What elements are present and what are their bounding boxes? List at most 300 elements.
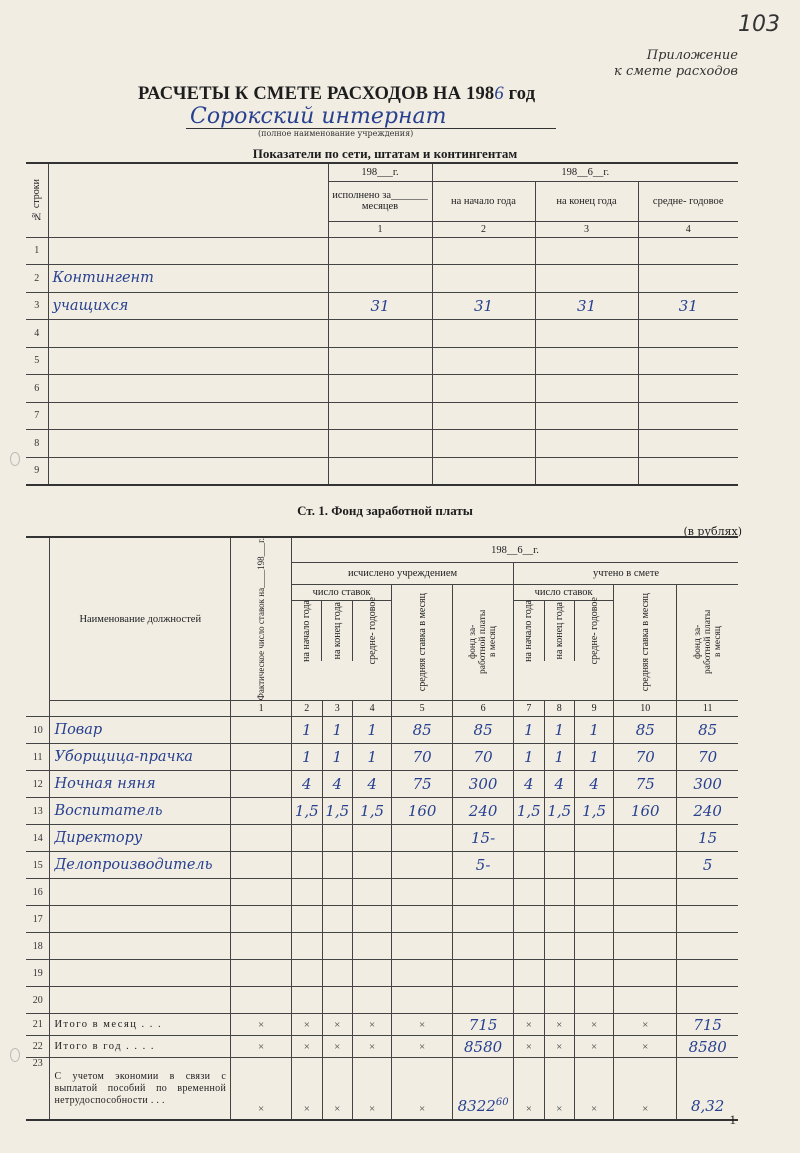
- position-name: Повар: [50, 717, 231, 744]
- cross-mark: [231, 1036, 292, 1058]
- cross-mark: [575, 1036, 614, 1058]
- cell-value: 1: [575, 717, 614, 744]
- position-name: Воспитатель: [50, 798, 231, 825]
- cell-value: [231, 960, 292, 987]
- cell-value: 70: [677, 744, 738, 771]
- cross-mark: [392, 1058, 453, 1120]
- value-done: [328, 347, 432, 375]
- total-value: [453, 1058, 514, 1120]
- document-title: [138, 84, 535, 105]
- cell-value: [544, 987, 574, 1014]
- row-number: 8: [26, 430, 48, 458]
- est-fund-header: фонд за- работной платы в месяц: [677, 584, 738, 701]
- cross-mark: [353, 1014, 392, 1036]
- cross-mark: [614, 1058, 677, 1120]
- col-num: 2: [292, 701, 322, 717]
- title-suffix: год: [508, 84, 536, 104]
- cell-value: [544, 879, 574, 906]
- value-start: [432, 402, 535, 430]
- value-avg: [638, 237, 738, 265]
- position-name-header: Наименование должностей: [50, 537, 231, 701]
- total-value-text: ×: [642, 1018, 649, 1031]
- total-value-text: ×: [590, 1040, 598, 1053]
- cell-value: [514, 933, 544, 960]
- annex-line2: к смете расходов: [614, 64, 738, 79]
- cross-mark: [231, 1014, 292, 1036]
- total-value-text: 8580: [464, 1037, 503, 1056]
- position-name: Директору: [50, 825, 231, 852]
- cell-value: [677, 906, 738, 933]
- total-value: [453, 1036, 514, 1058]
- cell-value: 85: [392, 717, 453, 744]
- table-row: [26, 292, 738, 320]
- cell-value: [575, 960, 614, 987]
- table-row: [26, 717, 738, 744]
- position-name: Ночная няня: [50, 771, 231, 798]
- cell-value: 70: [392, 744, 453, 771]
- table-row: [26, 457, 738, 485]
- cell-value: [544, 825, 574, 852]
- value-avg: [638, 265, 738, 293]
- indicator-name: [48, 457, 328, 485]
- cross-mark: [575, 1058, 614, 1120]
- total-value-text: ×: [368, 1018, 376, 1031]
- indicator-name: [48, 402, 328, 430]
- total-value: [453, 1014, 514, 1036]
- indicator-name: Контингент: [48, 265, 328, 293]
- row-number: 17: [26, 906, 50, 933]
- row-no-header: [26, 537, 50, 717]
- cell-value: 15-: [453, 825, 514, 852]
- row-number: 11: [26, 744, 50, 771]
- table-row: [26, 825, 738, 852]
- cell-value: [514, 852, 544, 879]
- cell-value: [353, 960, 392, 987]
- col-num: 4: [638, 221, 738, 237]
- cell-value: [231, 825, 292, 852]
- col-num: [50, 701, 231, 717]
- value-done: [328, 265, 432, 293]
- value-avg: 31: [638, 292, 738, 320]
- row-number: 20: [26, 987, 50, 1014]
- cell-value: 160: [614, 798, 677, 825]
- value-avg: [638, 375, 738, 403]
- cell-value: [231, 933, 292, 960]
- col-start-header: на начало года: [432, 181, 535, 221]
- total-value-text: ×: [368, 1102, 376, 1115]
- cross-mark: [614, 1036, 677, 1058]
- table-row: [26, 347, 738, 375]
- cross-mark: [614, 1014, 677, 1036]
- indicator-name: [48, 237, 328, 265]
- cell-value: [614, 852, 677, 879]
- actual-rates-header: Фактическое число ставок на____198___г.: [231, 537, 292, 701]
- col-end-header: на конец года: [535, 181, 638, 221]
- col-done-header: исполнено за_______ месяцев: [328, 181, 432, 221]
- cell-value: [614, 906, 677, 933]
- cell-value: [392, 960, 453, 987]
- cell-value: [322, 933, 352, 960]
- cell-value: [353, 987, 392, 1014]
- col-num: 6: [453, 701, 514, 717]
- value-end: [535, 347, 638, 375]
- total-value-text: ×: [257, 1040, 265, 1053]
- cell-value: [353, 825, 392, 852]
- cell-value: 1: [514, 744, 544, 771]
- institution-name: Сорокский интернат: [190, 104, 447, 129]
- value-start: [432, 457, 535, 485]
- cell-value: 1,5: [353, 798, 392, 825]
- total-value: [677, 1058, 738, 1120]
- cross-mark: [322, 1058, 352, 1120]
- total-value-text: ×: [303, 1018, 310, 1031]
- row-number: 6: [26, 375, 48, 403]
- est-group-header: учтено в смете: [514, 563, 738, 584]
- row-no-header: № строки: [26, 163, 48, 237]
- total-value-text: 8580: [688, 1037, 727, 1056]
- cell-value: 1,5: [292, 798, 322, 825]
- cross-mark: [231, 1058, 292, 1120]
- value-done: 31: [328, 292, 432, 320]
- cell-value: [292, 852, 322, 879]
- col-num: 1: [231, 701, 292, 717]
- table-row: [26, 852, 738, 879]
- row-number: 13: [26, 798, 50, 825]
- total-value-text: ×: [303, 1102, 310, 1115]
- cell-value: [514, 906, 544, 933]
- total-value-text: ×: [590, 1102, 598, 1115]
- total-value-text: ×: [334, 1018, 341, 1031]
- row-number: 19: [26, 960, 50, 987]
- punch-hole: [10, 1048, 20, 1062]
- cell-value: [575, 825, 614, 852]
- value-avg: [638, 430, 738, 458]
- total-value-text: ×: [556, 1040, 563, 1053]
- cell-value: [292, 933, 322, 960]
- cell-value: [292, 879, 322, 906]
- cell-value: 1,5: [322, 798, 352, 825]
- total-value-text: ×: [334, 1040, 341, 1053]
- cell-value: 1: [322, 744, 352, 771]
- cell-value: [392, 906, 453, 933]
- value-start: [432, 237, 535, 265]
- cell-value: 5: [677, 852, 738, 879]
- cell-value: [322, 879, 352, 906]
- cell-value: [292, 987, 322, 1014]
- cell-value: [614, 825, 677, 852]
- cross-mark: [544, 1058, 574, 1120]
- position-name: [50, 879, 231, 906]
- row-number: 1: [26, 237, 48, 265]
- cell-value: 4: [292, 771, 322, 798]
- cell-value: [322, 987, 352, 1014]
- total-value-text: ×: [525, 1102, 532, 1115]
- cross-mark: [353, 1036, 392, 1058]
- total-value-text: ×: [257, 1102, 265, 1115]
- cross-mark: [292, 1014, 322, 1036]
- cell-value: [392, 879, 453, 906]
- title-text: РАСЧЕТЫ К СМЕТЕ РАСХОДОВ НА 198: [138, 84, 495, 104]
- kopecks-superscript: 60: [495, 1096, 509, 1108]
- cross-mark: [544, 1014, 574, 1036]
- total-value-text: ×: [257, 1018, 265, 1031]
- total-label: С учетом экономии в связи с выплатой пособий по временной нетрудоспособности . . .: [50, 1058, 231, 1120]
- cell-value: [231, 744, 292, 771]
- col-num: 3: [322, 701, 352, 717]
- value-avg: [638, 402, 738, 430]
- cell-value: [353, 906, 392, 933]
- value-done: [328, 375, 432, 403]
- cell-value: 1: [544, 744, 574, 771]
- total-row: [26, 1058, 738, 1120]
- total-value-text: ×: [525, 1040, 532, 1053]
- cell-value: 1,5: [575, 798, 614, 825]
- row-number: 10: [26, 717, 50, 744]
- cell-value: [292, 906, 322, 933]
- annex-note: [614, 48, 738, 80]
- row-number: 14: [26, 825, 50, 852]
- value-end: [535, 265, 638, 293]
- cell-value: [514, 825, 544, 852]
- row-number: 12: [26, 771, 50, 798]
- inst-group-header: исчислено учреждением: [292, 563, 514, 584]
- value-done: [328, 237, 432, 265]
- col-num: 8: [544, 701, 574, 717]
- annex-line1: Приложение: [646, 48, 738, 63]
- cell-value: [231, 906, 292, 933]
- cell-value: 5-: [453, 852, 514, 879]
- total-value-text: ×: [556, 1102, 563, 1115]
- col-num: 7: [514, 701, 544, 717]
- cell-value: 70: [614, 744, 677, 771]
- col-num: 4: [353, 701, 392, 717]
- total-value-text: ×: [590, 1018, 598, 1031]
- table-row: [26, 375, 738, 403]
- table-row: [26, 744, 738, 771]
- row-number: 23: [26, 1058, 50, 1120]
- total-value-text: 715: [693, 1015, 722, 1034]
- table-row: [26, 987, 738, 1014]
- cell-value: [677, 933, 738, 960]
- cell-value: 85: [614, 717, 677, 744]
- cell-value: [677, 960, 738, 987]
- cell-value: 300: [453, 771, 514, 798]
- cross-mark: [322, 1014, 352, 1036]
- cell-value: 75: [392, 771, 453, 798]
- table-row: [26, 265, 738, 293]
- cell-value: [292, 825, 322, 852]
- table-row: [26, 960, 738, 987]
- total-row: [26, 1036, 738, 1058]
- inst-rates-header: число ставок на начало года на конец года средне- годовое: [292, 584, 392, 701]
- past-year-header: 198___г.: [328, 163, 432, 181]
- value-start: [432, 375, 535, 403]
- cross-mark: [514, 1036, 544, 1058]
- total-value: [677, 1036, 738, 1058]
- value-end: [535, 457, 638, 485]
- salary-fund-table: [26, 536, 738, 1121]
- value-end: 31: [535, 292, 638, 320]
- total-value-text: 8,32: [690, 1096, 725, 1115]
- row-number: 7: [26, 402, 48, 430]
- col-num: 1: [328, 221, 432, 237]
- cell-value: 1: [353, 717, 392, 744]
- indicator-name: [48, 430, 328, 458]
- total-label: Итого в месяц . . .: [50, 1014, 231, 1036]
- value-avg: [638, 347, 738, 375]
- cell-value: [677, 987, 738, 1014]
- cell-value: 240: [677, 798, 738, 825]
- row-number: 15: [26, 852, 50, 879]
- cross-mark: [575, 1014, 614, 1036]
- table-row: [26, 933, 738, 960]
- row-number: 16: [26, 879, 50, 906]
- cell-value: 1: [544, 717, 574, 744]
- total-value: [677, 1014, 738, 1036]
- cell-value: [353, 933, 392, 960]
- punch-hole: [10, 452, 20, 466]
- cell-value: 4: [322, 771, 352, 798]
- cell-value: [453, 933, 514, 960]
- page-number: 1: [729, 1112, 736, 1127]
- col-num: 5: [392, 701, 453, 717]
- table-row: [26, 771, 738, 798]
- value-done: [328, 402, 432, 430]
- value-done: [328, 457, 432, 485]
- cell-value: 15: [677, 825, 738, 852]
- cell-value: [575, 852, 614, 879]
- cell-value: [231, 771, 292, 798]
- value-start: [432, 430, 535, 458]
- position-name: [50, 933, 231, 960]
- cell-value: [231, 852, 292, 879]
- total-value-text: ×: [303, 1040, 310, 1053]
- cell-value: [353, 879, 392, 906]
- total-value-text: ×: [419, 1040, 426, 1053]
- cell-value: 240: [453, 798, 514, 825]
- cell-value: [322, 960, 352, 987]
- cell-value: 1: [575, 744, 614, 771]
- cell-value: [453, 960, 514, 987]
- cell-value: [614, 879, 677, 906]
- value-end: [535, 237, 638, 265]
- cell-value: 160: [392, 798, 453, 825]
- value-done: [328, 320, 432, 348]
- indicator-name: учащихся: [48, 292, 328, 320]
- row-number: 4: [26, 320, 48, 348]
- cross-mark: [392, 1014, 453, 1036]
- cell-value: 1: [322, 717, 352, 744]
- cross-mark: [292, 1058, 322, 1120]
- archive-number: 103: [738, 12, 780, 37]
- value-done: [328, 430, 432, 458]
- cell-value: 4: [544, 771, 574, 798]
- network-indicators-table: [26, 162, 738, 486]
- col-num: 9: [575, 701, 614, 717]
- cell-value: [614, 933, 677, 960]
- cell-value: 75: [614, 771, 677, 798]
- total-value-text: ×: [419, 1102, 426, 1115]
- value-end: [535, 375, 638, 403]
- cell-value: [453, 906, 514, 933]
- table-row: [26, 320, 738, 348]
- cell-value: [614, 987, 677, 1014]
- cell-value: [575, 906, 614, 933]
- table-row: [26, 906, 738, 933]
- total-value-text: ×: [334, 1102, 341, 1115]
- cell-value: [544, 852, 574, 879]
- inst-rate-header: средняя ставка в месяц: [392, 584, 453, 701]
- total-value-text: ×: [419, 1018, 426, 1031]
- position-name: Делопроизводитель: [50, 852, 231, 879]
- cell-value: [575, 879, 614, 906]
- title-year-digit: 6: [494, 84, 504, 104]
- cell-value: [514, 960, 544, 987]
- cell-value: [353, 852, 392, 879]
- col-num: 11: [677, 701, 738, 717]
- unit-label: (в рублях): [683, 525, 742, 538]
- cell-value: 85: [677, 717, 738, 744]
- cell-value: [544, 933, 574, 960]
- row-number: 9: [26, 457, 48, 485]
- section2-title: Ст. 1. Фонд заработной платы: [297, 503, 473, 518]
- table-row: [26, 402, 738, 430]
- total-label: Итого в год . . . .: [50, 1036, 231, 1058]
- value-end: [535, 320, 638, 348]
- total-row: [26, 1014, 738, 1036]
- row-number: 5: [26, 347, 48, 375]
- cell-value: [514, 879, 544, 906]
- cell-value: 4: [353, 771, 392, 798]
- row-number: 21: [26, 1014, 50, 1036]
- cell-value: [231, 879, 292, 906]
- cell-value: [231, 987, 292, 1014]
- col-num: 3: [535, 221, 638, 237]
- total-value-text: ×: [556, 1018, 563, 1031]
- cross-mark: [353, 1058, 392, 1120]
- cross-mark: [514, 1014, 544, 1036]
- est-rates-header: число ставок на начало года на конец года средне- годовое: [514, 584, 614, 701]
- total-value-text: 715: [468, 1015, 498, 1034]
- cell-value: [392, 852, 453, 879]
- cell-value: [575, 987, 614, 1014]
- cell-value: 4: [514, 771, 544, 798]
- value-avg: [638, 457, 738, 485]
- cell-value: 1: [292, 717, 322, 744]
- row-number: 2: [26, 265, 48, 293]
- institution-caption: (полное наименование учреждения): [258, 129, 414, 138]
- cell-value: 1: [514, 717, 544, 744]
- total-value-text: ×: [525, 1018, 532, 1031]
- cell-value: [575, 933, 614, 960]
- cell-value: 4: [575, 771, 614, 798]
- cell-value: [614, 960, 677, 987]
- table-row: [26, 430, 738, 458]
- value-avg: [638, 320, 738, 348]
- cell-value: [392, 825, 453, 852]
- table-row: [26, 798, 738, 825]
- value-start: [432, 347, 535, 375]
- cross-mark: [322, 1036, 352, 1058]
- total-value-text: ×: [642, 1040, 649, 1053]
- cell-value: [392, 987, 453, 1014]
- value-end: [535, 402, 638, 430]
- total-value-text: ×: [642, 1102, 649, 1115]
- cell-value: [322, 852, 352, 879]
- current-year-header: 198__6__г.: [432, 163, 738, 181]
- col-avg-header: средне- годовое: [638, 181, 738, 221]
- cell-value: 1: [292, 744, 322, 771]
